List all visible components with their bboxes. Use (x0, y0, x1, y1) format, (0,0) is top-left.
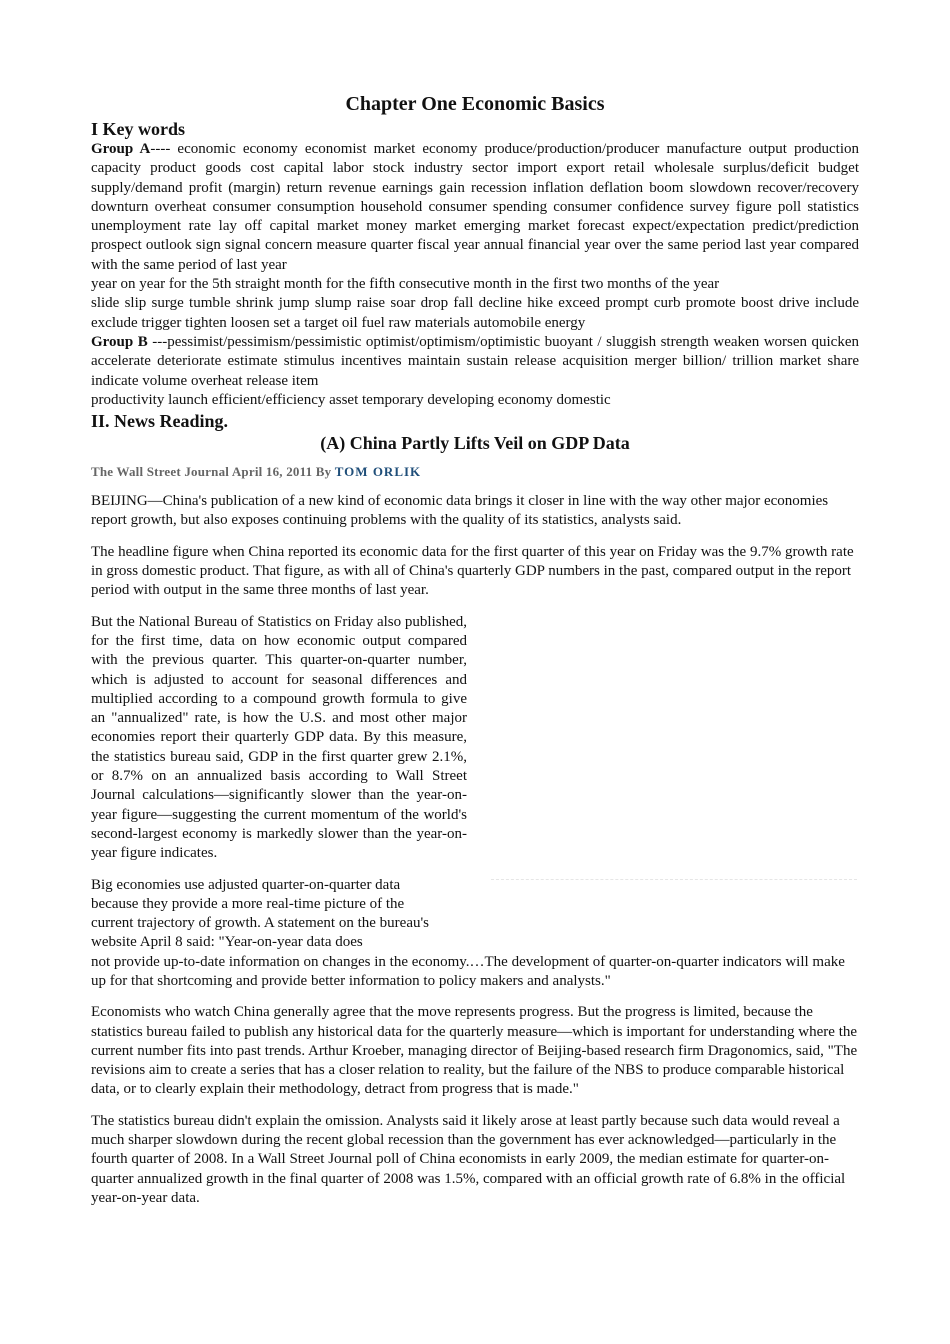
group-a-label: Group A (91, 141, 151, 157)
byline-source: The Wall Street Journal April 16, 2011 By (91, 464, 335, 480)
article-paragraph-1: BEIJING—China's publication of a new kind of economic data brings it closer in line with the way other major economies report growth, but also exposes continuing problems with the quality of its statistics, analysts said. (91, 493, 829, 529)
article-title: (A) China Partly Lifts Veil on GDP Data (320, 433, 630, 454)
document-page (91, 92, 859, 1220)
article-paragraph-6: The statistics bureau didn't explain the omission. Analysts said it likely arose at least partly because such data would reveal a much sharper slowdown during the recent global recession than the government has ever acknowledged—particularly in the fourth quarter of 2008. In a Wall Street Journal poll of China economists in early 2009, the median estimate for quarter-on-quarter annualized growth in the final quarter of 2008 was 1.5%, compared with an official growth rate of 6.8% in the official year-on-year data. (91, 1112, 846, 1206)
key-words-line-2: year on year for the 5th straight month for the fifth consecutive month in the first two months of the year (91, 276, 720, 293)
chapter-title: Chapter One Economic Basics (345, 93, 605, 115)
group-b-label: Group B (91, 333, 148, 350)
missing-image-area (491, 613, 859, 953)
news-reading-heading: II. News Reading. (91, 411, 229, 432)
group-a-paragraph (91, 140, 859, 275)
article-paragraph-4a: Big economies use adjusted quarter-on-quarter data because they provide a more real-time picture of the current trajectory of growth. A statement on the bureau's website April 8 said: "Year-on-year data does (91, 876, 430, 951)
byline (91, 464, 859, 480)
key-words-heading: I Key words (91, 119, 185, 139)
group-a-text: ---- economic economy economist market economy produce/production/producer manufacture output production capacity product goods cost capital labor stock industry sector import export retail wholesale surplus/deficit budget supply/demand profit (margin) return revenue earnings gain recession inflation deflation boom slowdown recover/recovery downturn overheat consumer consumption household consumer spending consumer confidence survey figure poll statistics unemployment rate lay off capital market money market emerging market forecast expect/expectation predict/prediction prospect outlook sign signal concern measure quarter fiscal year annual financial year over the same period last year compared with the same period of last year (91, 141, 859, 273)
key-words-line-4: productivity launch efficient/efficiency asset temporary developing economy domestic (91, 391, 611, 408)
two-column-block (91, 613, 859, 864)
article-paragraph-4b: not provide up-to-date information on changes in the economy.…The development of quarter-on-quarter indicators will make up for that shortcoming and provide better information to policy makers and analysts." (91, 953, 845, 989)
group-b-text: ---pessimist/pessimism/pessimistic optimist/optimism/optimistic buoyant / sluggish strength weaken worsen quicken accelerate deteriorate estimate stimulus incentives maintain sustain release acquisition merger billion/ trillion market share indicate volume overheat release item (91, 333, 859, 389)
image-divider (491, 879, 857, 880)
byline-author[interactable]: TOM ORLIK (334, 464, 422, 480)
article-paragraph-5: Economists who watch China generally agree that the move represents progress. But the progress is limited, because the statistics bureau failed to publish any historical data for the quarterly measure—which is important for understanding where the current number fits into past trends. Arthur Kroeber, managing director of Beijing-based research firm Dragonomics, said, "The revisions aim to create a series that has a closer relation to reality, but the failure of the NBS to produce comparable historical data, or to clearly explain their methodology, detract from progress that is made." (91, 1004, 858, 1098)
article-paragraph-2: The headline figure when China reported its economic data for the first quarter of this year on Friday was the 9.7% growth rate in gross domestic product. That figure, as with all of China's quarterly GDP numbers in the past, compared output in the report period with output in the same three months of last year. (91, 543, 854, 599)
group-b-paragraph (91, 333, 859, 391)
article-paragraph-3: But the National Bureau of Statistics on Friday also published, for the first time, data on how economic output compared with the previous quarter. This quarter-on-quarter number, which is adjusted to account for seasonal differences and multiplied according to a compound growth formula to give an "annualized" rate, is how the U.S. and most other major economies report their quarterly GDP data. By this measure, the statistics bureau said, GDP in the first quarter grew 2.1%, or 8.7% on an annualized basis according to Wall Street Journal calculations—significantly slower than the year-on-year figure—suggesting the current momentum of the world's second-largest economy is markedly slower than the year-on-year figure indicates. (91, 613, 467, 862)
key-words-line-3: slide slip surge tumble shrink jump slump raise soar drop fall decline hike exceed prompt curb promote boost drive include exclude trigger tighten loosen set a target oil fuel raw materials automobile energy (91, 295, 859, 331)
